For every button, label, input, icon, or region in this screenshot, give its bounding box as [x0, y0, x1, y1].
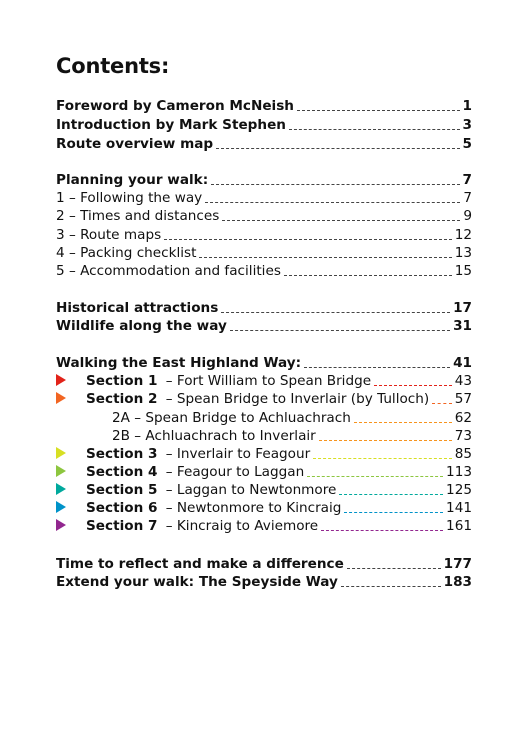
toc-entry-section-6[interactable]: [86, 498, 472, 516]
toc-entry-section-2a[interactable]: [112, 408, 472, 426]
page-number: 183: [443, 574, 472, 590]
entry-title: 2A – Spean Bridge to Achluachrach: [112, 410, 351, 426]
entry-title: 2B – Achluachrach to Inverlair: [112, 428, 316, 444]
entry-title: 1 – Following the way: [56, 190, 203, 206]
page-number: 43: [454, 373, 472, 389]
dotted-leader: [289, 129, 460, 130]
page-number: 12: [454, 227, 472, 243]
dotted-leader: [319, 440, 452, 441]
entry-title: Walking the East Highland Way:: [56, 355, 302, 371]
entry-title: [86, 446, 310, 462]
page-number: 57: [454, 391, 472, 407]
toc-entry-walking-the-way[interactable]: [56, 353, 472, 371]
section-label: Section 4: [86, 464, 158, 480]
section-description: – Fort William to Spean Bridge: [161, 373, 372, 389]
dotted-leader: [164, 239, 452, 240]
toc-entry-section-1[interactable]: [86, 371, 472, 389]
page-number: 177: [443, 556, 472, 572]
toc-entry-time-to-reflect[interactable]: [56, 554, 472, 572]
section-label: Section 2: [86, 391, 158, 407]
section-description: – Feagour to Laggan: [161, 464, 305, 480]
toc-entry-section-3[interactable]: [86, 444, 472, 462]
page-number: 141: [446, 500, 472, 516]
dotted-leader: [221, 312, 450, 313]
section-4-triangle-icon: [56, 465, 66, 477]
dotted-leader: [339, 494, 443, 495]
toc-entry-section-2b[interactable]: [112, 426, 472, 444]
entry-title: Wildlife along the way: [56, 318, 227, 334]
section-label: Section 1: [86, 373, 158, 389]
entry-title: [86, 391, 429, 407]
section-description: – Laggan to Newtonmore: [161, 482, 337, 498]
dotted-leader: [199, 257, 451, 258]
entry-title: [86, 500, 341, 516]
section-description: – Spean Bridge to Inverlair (by Tulloch): [161, 391, 430, 407]
section-label: Section 7: [86, 518, 158, 534]
page-number: 5: [462, 136, 472, 152]
dotted-leader: [341, 586, 441, 587]
section-1-triangle-icon: [56, 374, 66, 386]
dotted-leader: [307, 476, 443, 477]
dotted-leader: [321, 530, 443, 531]
dotted-leader: [205, 202, 460, 203]
entry-title: Time to reflect and make a difference: [56, 556, 344, 572]
page-number: 7: [463, 190, 472, 206]
entry-title: [86, 373, 371, 389]
toc-entry-section-7[interactable]: [86, 516, 472, 534]
section-5-triangle-icon: [56, 483, 66, 495]
toc-entry-foreword[interactable]: [56, 96, 472, 114]
section-label: Section 6: [86, 500, 158, 516]
toc-entry-route-maps[interactable]: [56, 225, 472, 243]
page-number: 41: [453, 355, 472, 371]
toc-entry-section-2[interactable]: [86, 389, 472, 407]
page-number: 73: [454, 428, 472, 444]
entry-title: 5 – Accommodation and facilities: [56, 263, 281, 279]
dotted-leader: [354, 422, 452, 423]
entry-title: Foreword by Cameron McNeish: [56, 98, 294, 114]
page-number: 31: [453, 318, 472, 334]
dotted-leader: [211, 184, 459, 185]
page-number: 9: [463, 208, 472, 224]
entry-title: Route overview map: [56, 136, 214, 152]
toc-entry-packing-checklist[interactable]: [56, 243, 472, 261]
page-number: 13: [454, 245, 472, 261]
dotted-leader: [313, 458, 452, 459]
entry-title: Extend your walk: The Speyside Way: [56, 574, 338, 590]
page-number: 3: [462, 117, 472, 133]
toc-entry-section-5[interactable]: [86, 480, 472, 498]
entry-title: Planning your walk:: [56, 172, 209, 188]
dotted-leader: [344, 512, 443, 513]
entry-title: 2 – Times and distances: [56, 208, 220, 224]
page-number: 62: [454, 410, 472, 426]
toc-entry-route-overview-map[interactable]: [56, 134, 472, 152]
toc-entry-wildlife[interactable]: [56, 316, 472, 334]
page-number: 161: [446, 518, 472, 534]
dotted-leader: [432, 403, 451, 404]
section-label: Section 5: [86, 482, 158, 498]
toc-entry-times-and-distances[interactable]: [56, 206, 472, 224]
section-description: – Inverlair to Feagour: [161, 446, 311, 462]
section-description: – Newtonmore to Kincraig: [161, 500, 342, 516]
entry-title: [86, 464, 304, 480]
dotted-leader: [297, 110, 460, 111]
section-label: Section 3: [86, 446, 158, 462]
dotted-leader: [304, 367, 450, 368]
toc-entry-introduction[interactable]: [56, 115, 472, 133]
section-description: – Kincraig to Aviemore: [161, 518, 319, 534]
toc-entry-planning[interactable]: [56, 170, 472, 188]
dotted-leader: [230, 330, 450, 331]
page-number: 1: [462, 98, 472, 114]
entry-title: [86, 518, 318, 534]
page-number: 17: [453, 300, 472, 316]
section-3-triangle-icon: [56, 447, 66, 459]
dotted-leader: [222, 220, 460, 221]
dotted-leader: [374, 385, 452, 386]
page-number: 7: [462, 172, 472, 188]
dotted-leader: [216, 148, 459, 149]
section-6-triangle-icon: [56, 501, 66, 513]
page-title: Contents:: [56, 54, 170, 78]
toc-entry-historical-attractions[interactable]: [56, 298, 472, 316]
entry-title: Introduction by Mark Stephen: [56, 117, 286, 133]
entry-title: Historical attractions: [56, 300, 219, 316]
page-number: 15: [454, 263, 472, 279]
toc-entry-following-the-way[interactable]: [56, 188, 472, 206]
page-number: 85: [454, 446, 472, 462]
entry-title: 4 – Packing checklist: [56, 245, 197, 261]
section-7-triangle-icon: [56, 519, 66, 531]
page-number: 113: [446, 464, 472, 480]
dotted-leader: [347, 568, 441, 569]
entry-title: 3 – Route maps: [56, 227, 162, 243]
toc-entry-accommodation[interactable]: [56, 261, 472, 279]
section-2-triangle-icon: [56, 392, 66, 404]
dotted-leader: [284, 275, 452, 276]
page-number: 125: [446, 482, 472, 498]
toc-entry-section-4[interactable]: [86, 462, 472, 480]
entry-title: [86, 482, 336, 498]
toc-entry-speyside-way[interactable]: [56, 572, 472, 590]
